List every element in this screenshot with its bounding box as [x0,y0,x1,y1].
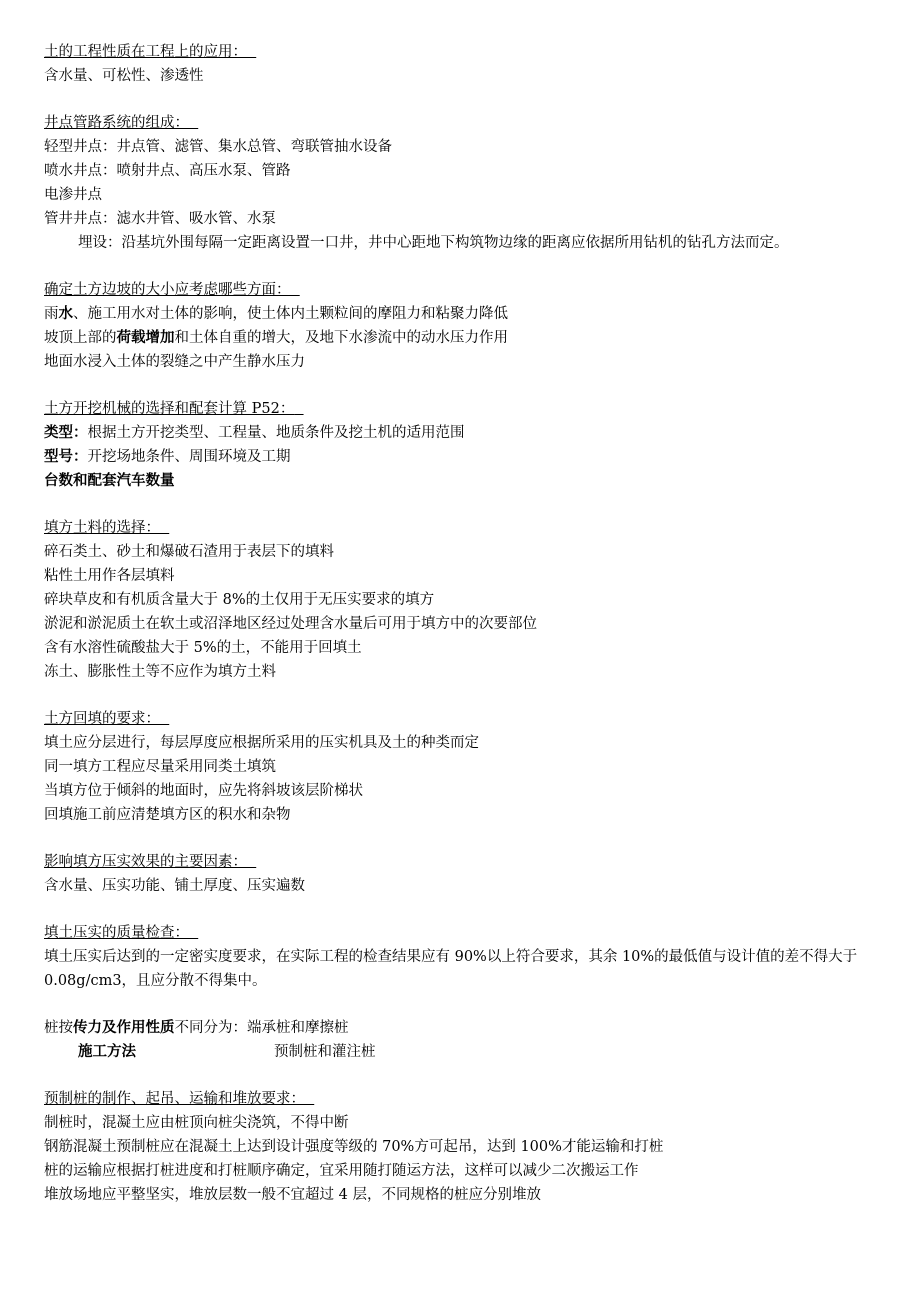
text-line: 淤泥和淤泥质土在软土或沼泽地区经过处理含水量后可用于填方中的次要部位 [44,616,537,632]
section-wellpoint-system [44,111,894,135]
text-line: 粘性土用作各层填料 [44,568,175,584]
text-line: 地面水浸入土体的裂缝之中产生静水压力 [44,354,305,370]
bold-text: 型号： [44,449,88,465]
bold-text: 施工方法 [78,1044,136,1060]
section-excavation-machinery [44,397,894,421]
section-precast-pile [44,1087,894,1111]
section-heading: 填方土料的选择： [44,520,160,536]
text-line: 堆放场地应平整坚实，堆放层数一般不宜超过 4 层，不同规格的桩应分别堆放 [44,1187,541,1203]
section-heading: 井点管路系统的组成： [44,115,189,131]
text-line: 电渗井点 [44,187,102,203]
text-line: 含水量、可松性、渗透性 [44,68,204,84]
text-span: 不同分为： [174,1020,247,1036]
document-page [44,40,894,1207]
section-heading: 预制桩的制作、起吊、运输和堆放要求： [44,1091,305,1107]
text-span: 桩按 [44,1020,73,1036]
text-span: 和土体自重的增大，及地下水渗流中的动水压力作用 [174,330,508,346]
text-line: 制桩时，混凝土应由桩顶向桩尖浇筑，不得中断 [44,1115,349,1131]
text-line: 碎石类土、砂土和爆破石渣用于表层下的填料 [44,544,334,560]
text-span: 根据土方开挖类型、工程量、地质条件及挖土机的适用范围 [87,425,465,441]
section-compaction-quality [44,921,894,945]
text-span: 开挖场地条件、周围环境及工期 [87,449,291,465]
section-heading: 土方回填的要求： [44,711,160,727]
section-slope [44,278,894,302]
section-heading: 确定土方边坡的大小应考虑哪些方面： [44,282,291,298]
section-soil-properties [44,40,894,64]
pile-construction-line [44,1040,894,1064]
text-line: 桩的运输应根据打桩进度和打桩顺序确定，宜采用随打随运方法，这样可以减少二次搬运工作 [44,1163,639,1179]
text-line: 碎块草皮和有机质含量大于 8%的土仅用于无压实要求的填方 [44,592,435,608]
text-line: 含有水溶性硫酸盐大于 5%的土，不能用于回填土 [44,640,362,656]
section-heading: 土方开挖机械的选择和配套计算 P52： [44,401,295,417]
bold-text: 类型： [44,425,88,441]
section-heading: 土的工程性质在工程上的应用： [44,44,247,60]
text-line: 喷水井点：喷射井点、高压水泵、管路 [44,163,291,179]
pile-classification-line [44,1016,894,1040]
text-span: 坡顶上部的 [44,330,117,346]
text-line: 当填方位于倾斜的地面时，应先将斜坡该层阶梯状 [44,783,363,799]
section-compaction-factors [44,850,894,874]
text-line: 同一填方工程应尽量采用同类土填筑 [44,759,276,775]
section-heading: 填土压实的质量检查： [44,925,189,941]
section-heading: 影响填方压实效果的主要因素： [44,854,247,870]
text-line: 管井井点：滤水井管、吸水管、水泵 [44,211,276,227]
text-line [44,421,894,445]
text-line: 钢筋混凝土预制桩应在混凝土上达到设计强度等级的 70%方可起吊，达到 100%才能运输和打桩 [44,1139,664,1155]
text-span: 、施工用水对土体的影响，使土体内土颗粒间的摩阻力和粘聚力降低 [73,306,508,322]
bold-text: 传力及作用性质 [73,1020,175,1036]
text-line: 回填施工前应清楚填方区的积水和杂物 [44,807,291,823]
text-line: 埋设：沿基坑外围每隔一定距离设置一口井，井中心距地下构筑物边缘的距离应依据所用钻机的钻孔方法而定。 [78,235,789,251]
text-span: 雨 [44,306,59,322]
text-line: 冻土、膨胀性土等不应作为填方土料 [44,664,276,680]
bold-text: 荷载增加 [116,330,175,346]
text-line: 台数和配套汽车数量 [44,473,175,489]
text-span: 端承桩和摩擦桩 [247,1020,349,1036]
section-fill-material [44,516,894,540]
text-line: 轻型井点：井点管、滤管、集水总管、弯联管抽水设备 [44,139,392,155]
text-line: 填土应分层进行，每层厚度应根据所采用的压实机具及土的种类而定 [44,735,479,751]
text-line: 含水量、压实功能、铺土厚度、压实遍数 [44,878,305,894]
text-span: 预制桩和灌注桩 [274,1044,376,1060]
bold-text: 水 [58,306,73,322]
text-paragraph: 填土压实后达到的一定密实度要求，在实际工程的检查结果应有 90%以上符合要求，其余 10%的最低值与设计值的差不得大于 0.08g/cm3，且应分散不得集中。 [44,949,858,989]
text-line [44,445,894,469]
text-line [44,302,894,326]
text-line [44,326,894,350]
section-backfill-requirements [44,707,894,731]
